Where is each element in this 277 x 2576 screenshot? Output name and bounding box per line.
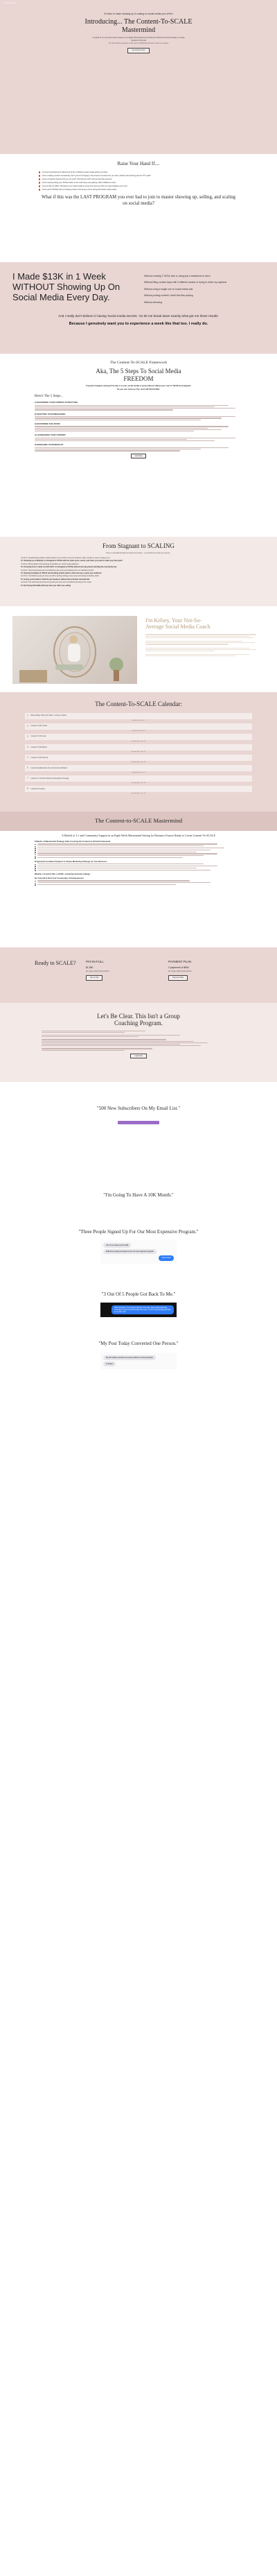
bullet-icon bbox=[35, 868, 36, 869]
bullet-icon bbox=[35, 846, 36, 848]
week-label: Content To Be Known bbox=[30, 756, 48, 759]
week-date: Starting Mon, Nov 1 bbox=[132, 719, 145, 721]
calendar-week[interactable] bbox=[25, 765, 252, 774]
week-date: Starting Mon, Dec 20 bbox=[131, 793, 146, 795]
framework-step: 5) MANAGING YOUR RESULTS bbox=[35, 444, 242, 451]
stagnant-item: Go From: Being afraid of the growing competition on social media platforms bbox=[21, 563, 79, 565]
chat-bubble-4: Had 5 inquiries, I've proposed with the other day, signed today Saturday, Thursday. To them I had 25 people this week. 3 out of 5 just actually got back to me like! Yes!! bbox=[111, 1305, 174, 1314]
chair-illustration bbox=[12, 616, 137, 684]
chat-screenshot-1 bbox=[100, 1240, 177, 1263]
framework-section bbox=[0, 354, 277, 537]
week-date: Starting Mon, Nov 29 bbox=[131, 762, 146, 764]
checkbox-icon bbox=[39, 171, 40, 173]
earned-section bbox=[0, 262, 277, 354]
week-number: 7 bbox=[27, 777, 28, 780]
payment-plan-button[interactable]: Payment Plan bbox=[168, 975, 188, 981]
checkbox-icon bbox=[39, 185, 40, 187]
calendar-week[interactable] bbox=[25, 734, 252, 743]
raise-bullet: You're constantly hearing 'Did you go viral?' 'Did that go viral?' and you feel the pressure bbox=[39, 178, 238, 180]
coach-section bbox=[0, 606, 277, 692]
week-number: 4 bbox=[27, 745, 28, 748]
week-date: Starting Mon, Nov 8 bbox=[132, 730, 145, 732]
framework-step: 4) LEVERAGING YOUR CONTENT bbox=[35, 434, 242, 441]
coach-photo bbox=[12, 616, 137, 684]
week-label: Content To Be Found bbox=[30, 725, 48, 728]
calendar-heading: The Content-To-SCALE Calendar: bbox=[95, 701, 182, 707]
checkbox-icon bbox=[39, 175, 40, 176]
calendar-list bbox=[25, 713, 252, 795]
group-title: 8 Weeks of Mastermind Strategy Calls Covering the Content-to-SCALE Framework bbox=[35, 840, 111, 843]
chat-screenshot-2 bbox=[100, 1303, 177, 1317]
week-label: Content Execution bbox=[30, 787, 45, 790]
raise-heading: Raise Your Hand If.... bbox=[117, 161, 160, 166]
bullet-icon bbox=[35, 848, 36, 849]
week-number: 8 bbox=[27, 787, 28, 791]
earned-banner: Because I genuinely want you to experience a week like that too. I really do. bbox=[69, 322, 208, 327]
bullet-icon bbox=[35, 857, 36, 859]
earned-disclaimer: And I really don't believe in having 'social media secrets.' So let me break down exactly what got me these results. bbox=[58, 314, 219, 318]
mastermind-heading: The Content-to-SCALE Mastermind bbox=[94, 817, 183, 824]
testimonial-4: "3 Out Of 5 People Got Back To Me." bbox=[101, 1291, 176, 1297]
week-number: 5 bbox=[27, 756, 28, 759]
hero-section bbox=[0, 0, 277, 154]
pricing-ready: Ready to SCALE? bbox=[35, 960, 76, 966]
week-date: Starting Mon, Dec 13 bbox=[131, 782, 146, 784]
framework-heading: Aka, The 5 Steps To Social Media FREEDOM bbox=[96, 368, 181, 382]
week-label: Onboarding: What You Want + About Content bbox=[30, 714, 66, 717]
testimonial-1: "500 New Subscribers On My Email List." bbox=[96, 1106, 181, 1111]
earned-point: Without using a single one vs social media ads bbox=[144, 287, 193, 291]
raise-bullet-list bbox=[39, 171, 238, 191]
support-title: Ongoing Personalized Support & Unique Marketing Strategy for Your Business bbox=[35, 859, 107, 863]
framework-steps bbox=[35, 402, 242, 451]
mastermind-section bbox=[0, 812, 277, 947]
bullet-icon bbox=[35, 852, 36, 853]
chat-bubble-3: Great news!! bbox=[159, 1255, 174, 1260]
week-date: Starting Mon, Nov 22 bbox=[131, 751, 146, 753]
hero-title: Introducing... The Content-To-SCALE Mastermind bbox=[84, 18, 193, 34]
week-number: 2 bbox=[27, 724, 28, 728]
chat-bubble-5: My post today converted one person without me doing anything! bbox=[103, 1355, 156, 1360]
raise-bullet: You're just F*CKING tired of creating content and trying to force and grind social media results bbox=[39, 189, 238, 191]
calendar-week[interactable] bbox=[25, 723, 252, 732]
week-date: Starting Mon, Nov 15 bbox=[131, 740, 146, 742]
earned-point: Without creating 3 TikTok vids or using just a transitions to them bbox=[144, 275, 211, 277]
i-want-this-button[interactable]: I want this bbox=[130, 1054, 147, 1059]
framework-eyebrow: The Content-To-SCALE Framework bbox=[109, 361, 168, 365]
chat-bubble-2: AND three people just signed up for our most expensive program bbox=[103, 1249, 157, 1254]
calendar-week[interactable] bbox=[25, 744, 252, 753]
stagnant-item: Go From: Considering trying to keep up with a posting strategy every day and hoping something sticks bbox=[21, 575, 100, 578]
week-number: 3 bbox=[27, 735, 28, 738]
stagnant-item: To: Be Prising SCALING with how fast your offers are selling bbox=[21, 584, 71, 587]
earned-points bbox=[144, 272, 265, 307]
earned-headline: I Made $13K in 1 Week WITHOUT Showing Up On Social Media Every Day. bbox=[12, 271, 120, 302]
calendar-week[interactable] bbox=[25, 786, 252, 795]
hero-tagline: A Hybrid of 1:1 and Community Support in an Eight Week Mastermind Setting for Business Owners Ready to Create Content-To-SCALE bbox=[92, 37, 185, 42]
stagnant-sub: Here's a real walk through the 5 steps from above... you will have the work you need to... bbox=[106, 551, 171, 554]
pricing-full: PAY-IN-FULL $1,850 No Unique Value Perfect Month Pay In Full bbox=[86, 960, 160, 981]
framework-lead: Freedom! Imagine staring from day 1 in your social media to grow without sitting your soul to TikTok & Instagram! bbox=[86, 384, 191, 387]
earned-point: Without stressing. bbox=[144, 300, 163, 304]
framework-step: 3) MASTERING THE OFFER bbox=[35, 423, 242, 431]
bullet-icon bbox=[35, 881, 36, 882]
calendar-week[interactable] bbox=[25, 713, 252, 722]
framework-step: 1) MASTERING YOUR CONTENT ATTRACTION bbox=[35, 402, 242, 410]
stagnant-item: Go From: Second-guessing and overthinking every post and wasting hours on batching content bbox=[21, 569, 94, 572]
chat-screenshot-3 bbox=[100, 1353, 177, 1369]
coaching-heading: Let's Be Clear. This Isn't a Group Coaching Program. bbox=[97, 1013, 180, 1027]
brand-logo[interactable]: Sarah Johnson bbox=[4, 1, 17, 4]
stagnant-item: To: Showing up confidently on Instagram & TikTok with the exact posts, words, and vibes you need to make your best pitch bbox=[21, 560, 123, 563]
bullet-icon bbox=[35, 883, 36, 884]
calendar-week[interactable] bbox=[25, 755, 252, 764]
get-access-button[interactable]: Get Access Now bbox=[127, 48, 149, 53]
testimonial-5: "My Post Today Converted One Person." bbox=[98, 1341, 179, 1347]
chat-bubble-1: One of our videos just hit 140k bbox=[103, 1243, 131, 1248]
week-label: Content To Be Heard bbox=[30, 746, 47, 748]
calendar-section bbox=[0, 692, 277, 812]
bullet-icon bbox=[35, 866, 36, 867]
raise-hand-section bbox=[0, 154, 277, 262]
stagnant-heading: From Stagnant to SCALING bbox=[102, 542, 175, 549]
framework-step: 2) CRAFTING YOUR MESSAGING bbox=[35, 413, 242, 420]
stagnant-item: Go From: Not achieving the business growth you want and considering throwing in the towel bbox=[21, 581, 91, 584]
framework-lead2: So you can show up free. And still SCALE BIG. bbox=[116, 388, 161, 391]
checkbox-icon bbox=[39, 178, 40, 180]
testimonial-3: "Three People Signed Up For Our Most Expensive Program." bbox=[78, 1228, 199, 1235]
pricing-section bbox=[0, 947, 277, 1003]
pricing-plan: PAYMENT PLAN 3 payments of $660 No Unique Value Perfect Month Payment Plan bbox=[168, 960, 242, 981]
bullet-icon bbox=[35, 856, 36, 857]
week-label: Content To SCALE Pillars & Automated Strategy bbox=[30, 777, 69, 780]
week-date: Starting Mon, Dec 6 bbox=[132, 772, 145, 774]
hero-note: The most radical experience on the scene of Millionaires (R) and content for a quarter bbox=[108, 43, 169, 45]
week-label: Content Optimization & Conversation Methods bbox=[30, 766, 68, 769]
value-text: Whether a 5-month offer, a 10,000+ content/promotional strategy... bbox=[35, 873, 91, 875]
stagnant-item: To: Knowing how to stand out with SALT on Instagram & TikTok without worrying about standing the everybody else bbox=[21, 566, 117, 569]
stagnant-item: To: Going social media to SCALE your business without fancy funnels and paid ads bbox=[21, 578, 90, 581]
coach-heading: I'm Kelsey, Your Not-So- Average Social Media Coach bbox=[145, 617, 263, 657]
testimonials-section bbox=[0, 1082, 277, 1598]
stagnant-section bbox=[0, 537, 277, 606]
hero-subtitle: It's time to make showing up & scaling on social media your b*tch! bbox=[104, 12, 173, 15]
raise-closer: What if this was the LAST PROGRAM you ever had to join to master showing up, selling, and scaling on social media? bbox=[41, 195, 236, 206]
earned-point: Without filling content days with 5 different audios or trying to relive my captions bbox=[144, 281, 227, 284]
bullet-icon bbox=[35, 884, 36, 886]
bullet-icon bbox=[35, 850, 36, 851]
pay-in-full-button[interactable]: Pay In Full bbox=[86, 975, 102, 981]
testimonial-2: "I'm Going To Have A 10K Month." bbox=[103, 1192, 174, 1199]
bullet-icon bbox=[35, 854, 36, 855]
raise-bullet: You are still not 100%. Showing up on social media at some time and you wish you were fearless at no cost bbox=[39, 185, 238, 187]
steps-title: Here's The 5 Steps... bbox=[35, 394, 64, 398]
bonus-title: Be Yourself & Find Your Community of Entrepreneurs bbox=[35, 876, 84, 879]
coaching-section bbox=[0, 1003, 277, 1082]
raise-bullet: You're creating content consistently, but it just isn't bringing in the amount of customers you want. (Hello!) Like learning just the 'f**k yeah!' bbox=[39, 175, 238, 177]
framework-join-button[interactable]: Join Now bbox=[131, 454, 147, 459]
raise-bullet: You feel overwhelmed & half-ass all of the conflicting social media advice out there bbox=[39, 171, 238, 173]
bullet-icon bbox=[35, 864, 36, 866]
raise-bullet: You're overspending your TikTok hustle on the viral hopes and getting a little indifferent result bbox=[39, 182, 238, 184]
checkbox-icon bbox=[39, 182, 40, 183]
mastermind-sub: A Hybrid of 1:1 and Community Support in an Eight-Week Mastermind Setting for Business Owners Ready to Create Content-To-SCALE bbox=[62, 834, 215, 837]
calendar-week[interactable] bbox=[25, 775, 252, 784]
earned-point: Without posting content I didn't feel like posting bbox=[144, 294, 193, 298]
stagnant-item: Go From: Quarantining whether social media is even 'worth it' for your business, after months or years of trying it out bbox=[21, 556, 110, 559]
stagnant-list bbox=[21, 557, 256, 587]
week-number: 6 bbox=[27, 766, 28, 770]
checkbox-icon bbox=[39, 189, 40, 190]
bullet-icon bbox=[35, 870, 36, 871]
week-label: Content To Be Seen bbox=[30, 735, 46, 738]
week-number: 1 bbox=[27, 714, 28, 717]
chat-bubble-6: It worked bbox=[103, 1362, 116, 1366]
stagnant-item: To: Opening Instagram & TikTok and knowing exactly what to write and say to grow your audience bbox=[21, 572, 102, 574]
bullet-icon bbox=[35, 844, 36, 845]
